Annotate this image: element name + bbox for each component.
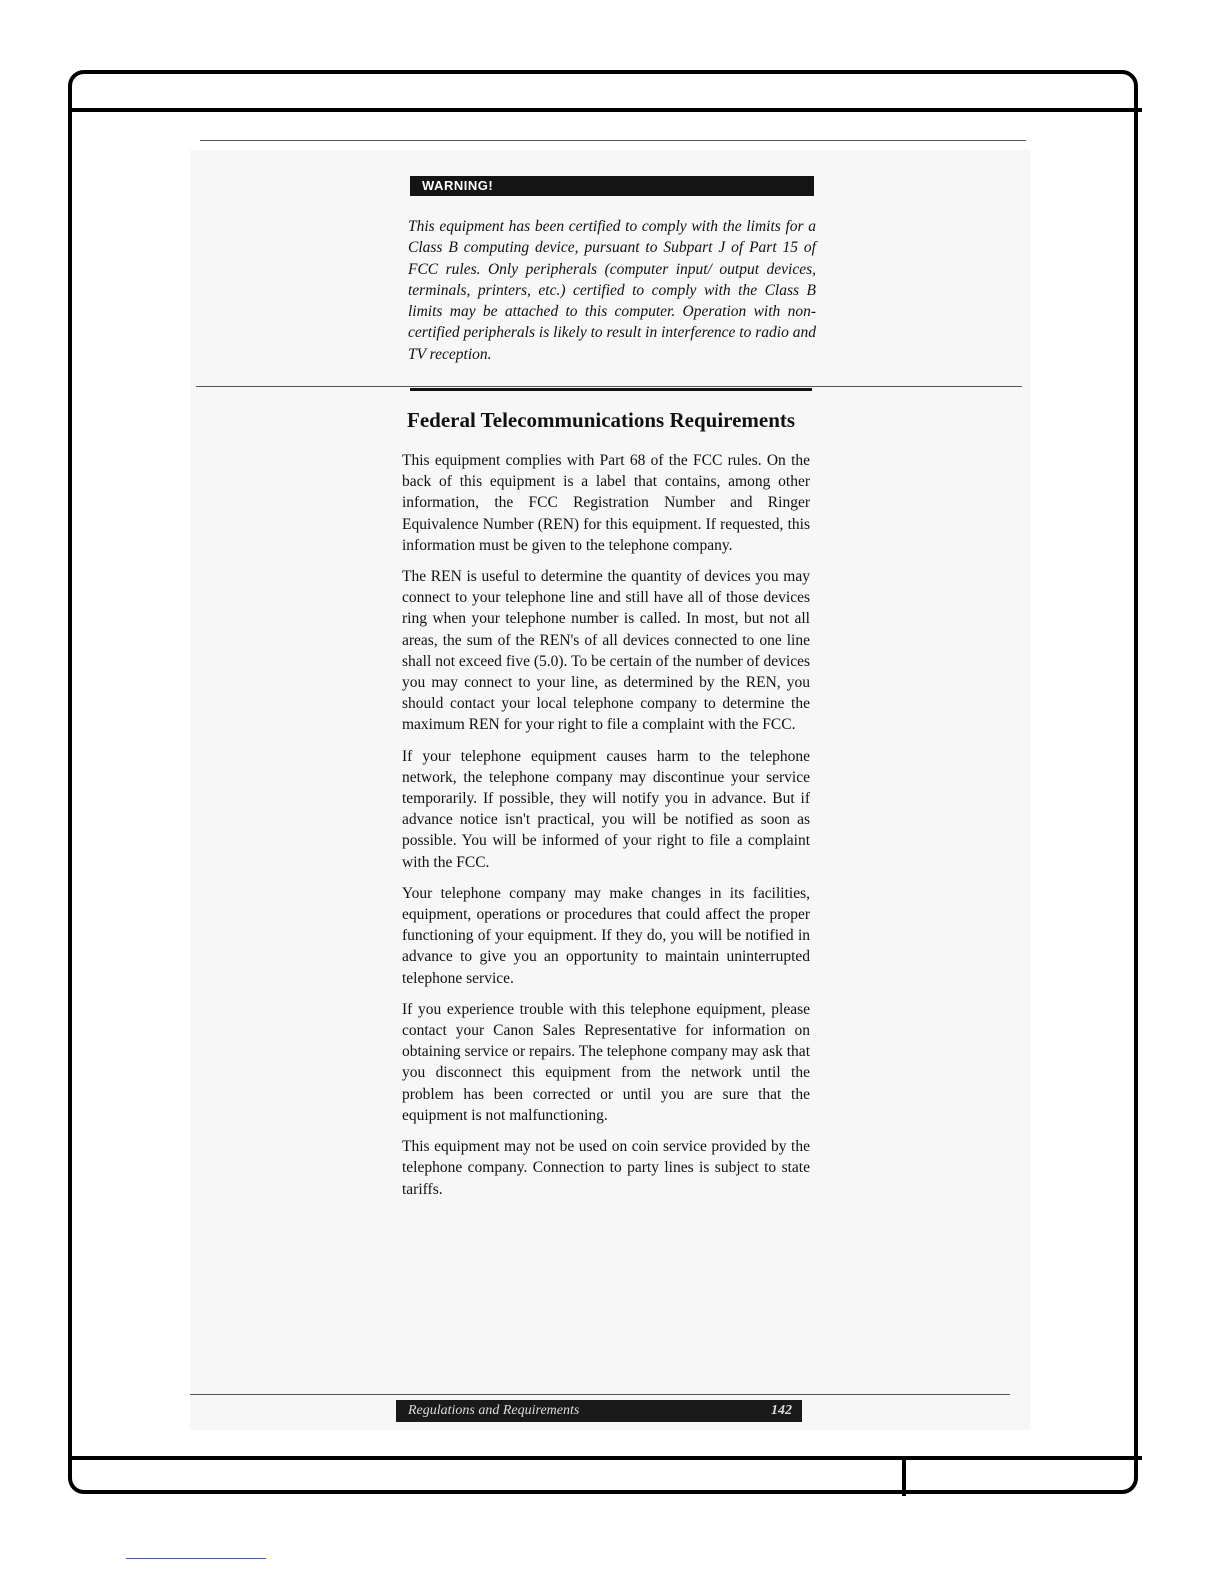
frame-footer-rule <box>68 1456 1142 1460</box>
page-number: 142 <box>771 1403 792 1418</box>
top-rule <box>200 140 1026 141</box>
paragraph: This equipment may not be used on coin service provided by the telephone company. Connection to party lines is subject to state tariffs. <box>402 1138 810 1198</box>
warning-text: This equipment has been certified to comply with the limits for a Class B computing device, pursuant to Subpart J of Part 15 of FCC rules. Only peripherals (computer input/ output devices, terminals, printers, etc.) certified to comply with the Class B limits may be attached to this computer. Operation with non-certified peripherals is likely to result in interference to radio and TV reception. <box>408 218 816 363</box>
footer-bar <box>396 1400 802 1422</box>
paragraph: Your telephone company may make changes in its facilities, equipment, operations or procedures that could affect the proper functioning of your equipment. If they do, you will be notified in advance to give you an opportunity to maintain uninterrupted telephone service. <box>402 884 810 987</box>
section-divider-rule <box>196 386 1022 387</box>
warning-label: WARNING! <box>410 176 814 196</box>
footer-title: Regulations and Requirements <box>408 1403 580 1418</box>
paragraph: This equipment complies with Part 68 of the FCC rules. On the back of this equipment is a label that contains, among other information, the FCC Registration Number and Ringer Equivalence Number (REN) for this equipment. If requested, this information must be given to the telephone company. <box>402 452 810 554</box>
frame-footer-divider <box>902 1456 906 1496</box>
paragraph: If you experience trouble with this telephone equipment, please contact your Canon Sales Representative for information on obtaining service or repairs. The telephone company may ask that you disconnect this equipment from the network until the problem has been corrected or until you are sure that the equipment is not malfunctioning. <box>402 1000 810 1124</box>
frame-header-rule <box>68 108 1142 112</box>
paragraph: The REN is useful to determine the quantity of devices you may connect to your telephone line and still have all of those devices ring when your telephone number is called. In most, but not all areas, the sum of the REN's of all devices connected to one line shall not exceed five (5.0). To be certain of the number of devices you may connect to your line, as determined by the REN, you should contact your local telephone company to determine the maximum REN for your right to file a complaint with the FCC. <box>402 568 810 734</box>
paragraph: If your telephone equipment causes harm to the telephone network, the telephone company may discontinue your service temporarily. If possible, they will notify you in advance. But if advance notice isn't practical, you will be notified as soon as possible. You will be informed of your right to file a complaint with the FCC. <box>402 747 810 871</box>
section-heading-rule <box>410 388 812 391</box>
footer-rule <box>190 1394 1010 1395</box>
link-underline <box>126 1558 266 1559</box>
section-title: Federal Telecommunications Requirements <box>407 408 796 432</box>
section-body <box>402 450 810 1210</box>
